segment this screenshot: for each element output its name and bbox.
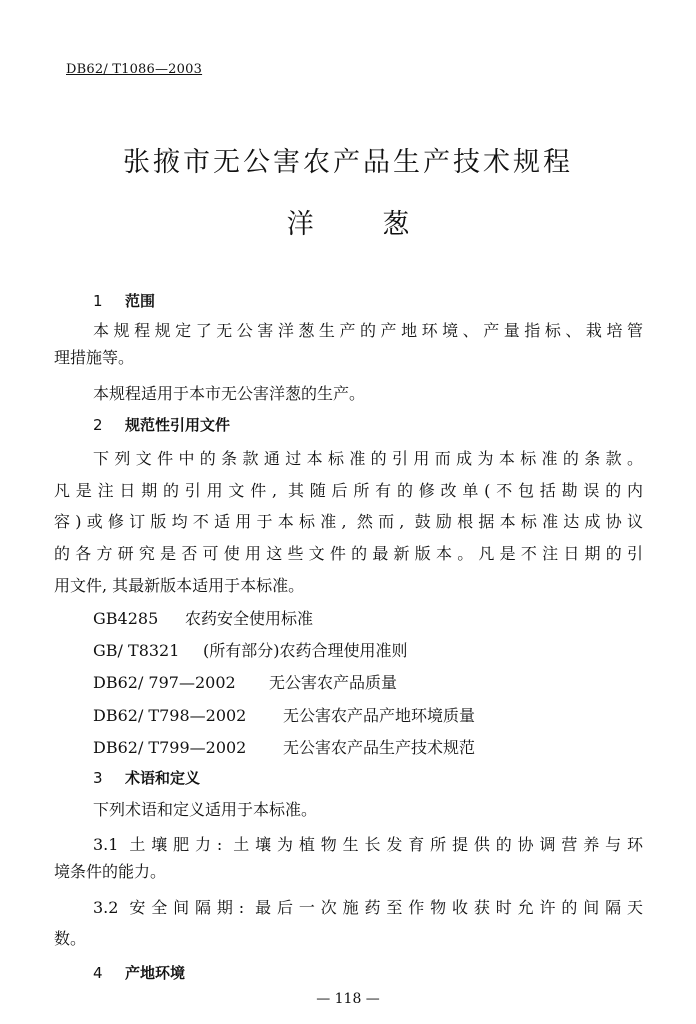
reference-item [93, 735, 475, 758]
paragraph-line: 本规程适用于本市无公害洋葱的生产。 [93, 384, 366, 403]
reference-item [93, 638, 408, 661]
reference-code: DB62/ 797—2002 [93, 673, 236, 692]
section-heading-4 [93, 962, 185, 983]
reference-code: GB4285 [93, 609, 159, 628]
paragraph-line: 3.2 安全间隔期: 最后一次施药至作物收获时允许的间隔天 [93, 898, 643, 917]
reference-code: DB62/ T799—2002 [93, 738, 247, 757]
page-number: — 118 — [316, 991, 380, 1007]
paragraph-line: 容)或修订版均不适用于本标准, 然而, 鼓励根据本标准达成协议 [54, 512, 643, 531]
reference-name: (所有部分)农药合理使用准则 [203, 641, 408, 660]
section-number: 4 [93, 964, 103, 982]
reference-item [93, 703, 475, 726]
subtitle-char-2: 葱 [382, 209, 410, 240]
reference-code: DB62/ T798—2002 [93, 706, 247, 725]
reference-item [93, 606, 313, 629]
reference-name: 无公害农产品生产技术规范 [283, 738, 476, 757]
reference-name: 无公害农产品质量 [269, 673, 398, 692]
paragraph-line: 凡是注日期的引用文件, 其随后所有的修改单(不包括勘误的内 [54, 481, 643, 500]
paragraph-line: 的各方研究是否可使用这些文件的最新版本。凡是不注日期的引 [54, 544, 643, 563]
section-number: 2 [93, 416, 103, 434]
section-title: 产地环境 [125, 964, 186, 982]
section-number: 1 [93, 292, 103, 310]
section-number: 3 [93, 769, 103, 787]
reference-name: 农药安全使用标准 [185, 609, 314, 628]
paragraph-line: 数。 [54, 929, 87, 948]
paragraph-line: 下列术语和定义适用于本标准。 [93, 800, 318, 819]
paragraph-line: 理措施等。 [54, 348, 135, 367]
subtitle-char-1: 洋 [286, 209, 314, 240]
section-heading-2 [93, 414, 230, 435]
paragraph-line: 用文件, 其最新版本适用于本标准。 [54, 576, 305, 595]
standard-id: DB62/ T1086—2003 [66, 62, 203, 77]
paragraph-line: 3.1 土壤肥力: 土壤为植物生长发育所提供的协调营养与环 [93, 835, 643, 854]
paragraph-line: 境条件的能力。 [54, 862, 167, 881]
reference-name: 无公害农产品产地环境质量 [283, 706, 476, 725]
document-title: 张掖市无公害农产品生产技术规程 [123, 147, 573, 178]
paragraph-line: 下列文件中的条款通过本标准的引用而成为本标准的条款。 [93, 449, 643, 468]
document-subtitle [0, 202, 696, 241]
section-heading-3 [93, 767, 200, 788]
reference-item [93, 670, 397, 693]
section-title: 规范性引用文件 [125, 416, 231, 434]
reference-code: GB/ T8321 [93, 641, 180, 660]
section-title: 范围 [125, 292, 156, 310]
paragraph-line: 本规程规定了无公害洋葱生产的产地环境、产量指标、栽培管 [93, 321, 643, 340]
section-title: 术语和定义 [125, 769, 201, 787]
section-heading-1 [93, 290, 155, 311]
